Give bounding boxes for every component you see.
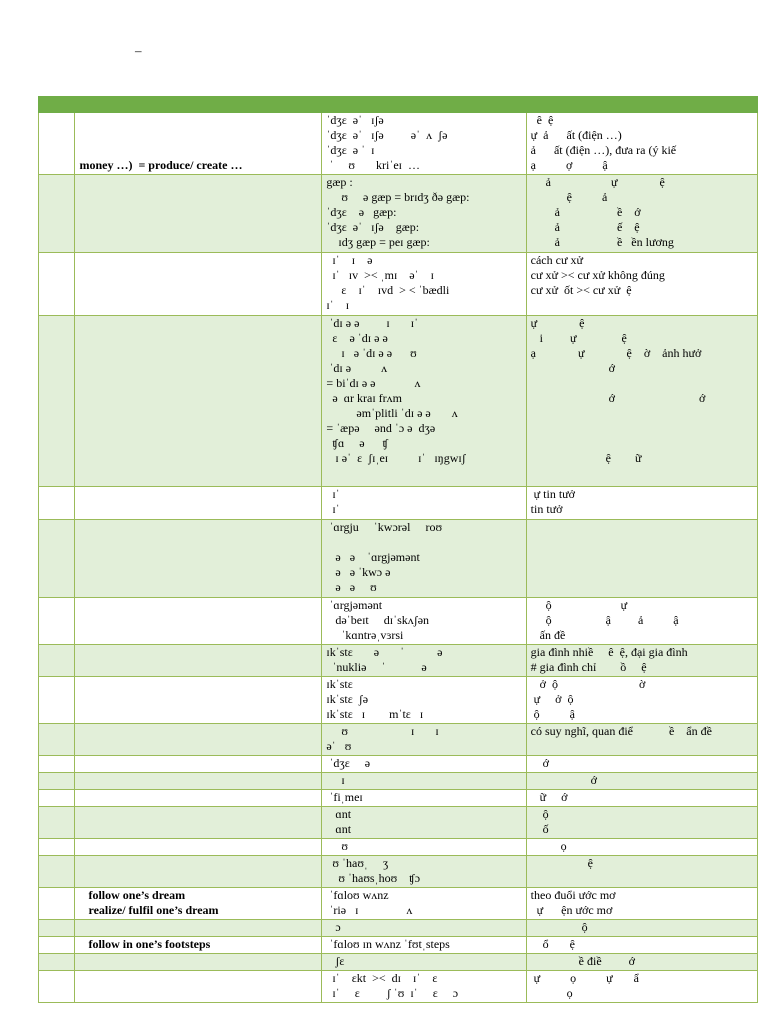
meaning-cell: ả ự ệ ệ ả ả ề ớ ả ế ệ ả ề ền lương — [526, 175, 757, 253]
meaning-cell: theo đuổi ước mơ ự ện ước mơ — [526, 888, 757, 920]
term-cell — [75, 677, 322, 724]
meaning-cell: cách cư xử cư xử >< cư xử không đúng cư xử ốt >< cư xử ệ — [526, 253, 757, 316]
pronunciation-cell: ɪ — [322, 773, 526, 790]
term-cell — [75, 856, 322, 888]
meaning-cell: ự tin tưở tin tưở — [526, 487, 757, 520]
pronunciation-cell: ʊ ˈhaʊˌ ʒ ʊ ˈhaʊsˌhoʊ ʧɔ — [322, 856, 526, 888]
table-row — [39, 724, 758, 756]
header-cell — [526, 97, 757, 113]
term-cell — [75, 487, 322, 520]
pronunciation-cell: ɔ — [322, 920, 526, 937]
term-cell: money …) = produce/ create … — [75, 113, 322, 175]
pronunciation-cell: ˈdɪ ə ə ɪ ɪˈ ɛ ə ˈdɪ ə ə ɪ ə ˈdɪ ə ə ʊ ˈdɪ ə ʌ = biˈdɪ ə ə ʌ ə ɑr kraɪ frʌm əmˈplitli ˈdɪ ə ə ʌ = ˈæpə ənd ˈɔ ə dʒə ʧɑ ə ʧ ɪ əˈ ɛ ʃɪˌeɪ ɪˈ ɪŋgwɪʃ — [322, 316, 526, 487]
term-cell — [75, 316, 322, 487]
pronunciation-cell: ˈɑrgju ˈkwɔrəl roʊ ə ə ˈɑrgjəmənt ə ə ˈkwɔ ə ə ə ʊ — [322, 520, 526, 598]
meaning-cell: ữ ớ — [526, 790, 757, 807]
pronunciation-cell: gæp : ʊ ə gæp = brɪdʒ ðə gæp: ˈdʒɛ ə gæp: ˈdʒɛ əˈ ɪʃə gæp: ɪdʒ gæp = peɪ gæp: — [322, 175, 526, 253]
table-row — [39, 113, 758, 175]
number-cell — [39, 888, 75, 920]
term-cell: follow one’s dream realize/ fulfil one’s dream — [75, 888, 322, 920]
meaning-cell: ở ộ ờ ự ở ộ ộ ậ — [526, 677, 757, 724]
pronunciation-cell: ˈfiˌmeɪ — [322, 790, 526, 807]
table-row — [39, 937, 758, 954]
table-row — [39, 856, 758, 888]
table-row — [39, 756, 758, 773]
table-row — [39, 316, 758, 487]
number-cell — [39, 971, 75, 1003]
number-cell — [39, 175, 75, 253]
meaning-cell: có suy nghĩ, quan điể ề ẩn đề — [526, 724, 757, 756]
term-cell — [75, 724, 322, 756]
table-row — [39, 677, 758, 724]
term-cell — [75, 645, 322, 677]
pronunciation-cell: ɪkˈstɛ ɪkˈstɛ ʃə ɪkˈstɛ ɪ mˈtɛ ɪ — [322, 677, 526, 724]
term-cell — [75, 253, 322, 316]
pronunciation-cell: ʃɛ — [322, 954, 526, 971]
header-cell — [322, 97, 526, 113]
pronunciation-cell: ˈfɑloʊ wʌnz ˈriə ɪ ʌ — [322, 888, 526, 920]
meaning-cell: ự ọ ự ẩ ọ — [526, 971, 757, 1003]
pronunciation-cell: ˈfɑloʊ ɪn wʌnz ˈfʊtˌsteps — [322, 937, 526, 954]
table-row — [39, 807, 758, 839]
pronunciation-cell: ʊ ɪ ɪ əˈ ʊ — [322, 724, 526, 756]
meaning-cell: ề điề ớ — [526, 954, 757, 971]
table-row — [39, 920, 758, 937]
header-cell — [75, 97, 322, 113]
number-cell — [39, 773, 75, 790]
table-row — [39, 253, 758, 316]
number-cell — [39, 724, 75, 756]
number-cell — [39, 920, 75, 937]
table-row — [39, 175, 758, 253]
term-cell — [75, 790, 322, 807]
meaning-cell: ọ — [526, 839, 757, 856]
pronunciation-cell: ɪkˈstɛ ə ˈ ə ˈnukliə ˈ ə — [322, 645, 526, 677]
number-cell — [39, 856, 75, 888]
number-cell — [39, 487, 75, 520]
table-row — [39, 971, 758, 1003]
number-cell — [39, 937, 75, 954]
number-cell — [39, 113, 75, 175]
number-cell — [39, 253, 75, 316]
table-row — [39, 520, 758, 598]
number-cell — [39, 954, 75, 971]
pronunciation-cell: ɑnt ɑnt — [322, 807, 526, 839]
number-cell — [39, 645, 75, 677]
number-cell — [39, 520, 75, 598]
term-cell: follow in one’s footsteps — [75, 937, 322, 954]
meaning-cell: ổ ệ — [526, 937, 757, 954]
meaning-cell: ớ — [526, 756, 757, 773]
meaning-cell: ộ ự ộ ậ ả ậ ấn đề — [526, 598, 757, 645]
pronunciation-cell: ɪˈ ɛkt >< dɪ ɪˈ ɛ ɪˈ ɛ ʃ ˈʊ ɪˈ ɛ ɔ — [322, 971, 526, 1003]
header-cell — [39, 97, 75, 113]
table-row — [39, 839, 758, 856]
pronunciation-cell: ˈɑrgjəmənt dəˈbeɪt dɪˈskʌʃən ˈkɑntrəˌvɜrsi — [322, 598, 526, 645]
meaning-cell: ệ — [526, 856, 757, 888]
table-row — [39, 790, 758, 807]
term-cell — [75, 773, 322, 790]
table-row — [39, 487, 758, 520]
table-row — [39, 773, 758, 790]
table-row — [39, 888, 758, 920]
pronunciation-cell: ʊ — [322, 839, 526, 856]
term-cell — [75, 175, 322, 253]
meaning-cell: ộ — [526, 920, 757, 937]
table-row — [39, 598, 758, 645]
meaning-cell — [526, 520, 757, 598]
term-cell — [75, 520, 322, 598]
pronunciation-cell: ɪˈ ɪ ə ɪˈ ɪv >< ˌmɪ əˈ ɪ ɛ ɪˈ ɪvd > < ˈbædli ɪˈ ɪ — [322, 253, 526, 316]
number-cell — [39, 790, 75, 807]
vocabulary-table — [38, 96, 758, 1003]
meaning-cell: ộ ố — [526, 807, 757, 839]
meaning-cell: ớ — [526, 773, 757, 790]
term-cell — [75, 807, 322, 839]
pronunciation-cell: ˈdʒɛ əˈ ɪʃə ˈdʒɛ əˈ ɪʃə əˈ ʌ ʃə ˈdʒɛ ə ˈ ɪ ˈ ʊ kriˈeɪ … — [322, 113, 526, 175]
number-cell — [39, 756, 75, 773]
number-cell — [39, 598, 75, 645]
term-cell — [75, 839, 322, 856]
number-cell — [39, 316, 75, 487]
number-cell — [39, 839, 75, 856]
table-header-bar — [39, 97, 758, 113]
pronunciation-cell: ɪˈ ɪˈ — [322, 487, 526, 520]
table-row — [39, 645, 758, 677]
pronunciation-cell: ˈdʒɛ ə — [322, 756, 526, 773]
meaning-cell: ê ệ ự ả ất (điện …) ả ất (điện …), đưa ra (ý kiế ạ ợ ậ — [526, 113, 757, 175]
number-cell — [39, 677, 75, 724]
term-cell — [75, 756, 322, 773]
heading-dash: – — [135, 43, 142, 58]
term-cell — [75, 920, 322, 937]
table-row — [39, 954, 758, 971]
term-cell — [75, 954, 322, 971]
meaning-cell: ự ệ i ự ệ ạ ự ệ ờ ảnh hưở ớ ớ ớ ệ ữ — [526, 316, 757, 487]
term-cell — [75, 971, 322, 1003]
meaning-cell: gia đình nhiề ê ệ, đại gia đình # gia đình chỉ ồ ệ — [526, 645, 757, 677]
number-cell — [39, 807, 75, 839]
term-cell — [75, 598, 322, 645]
